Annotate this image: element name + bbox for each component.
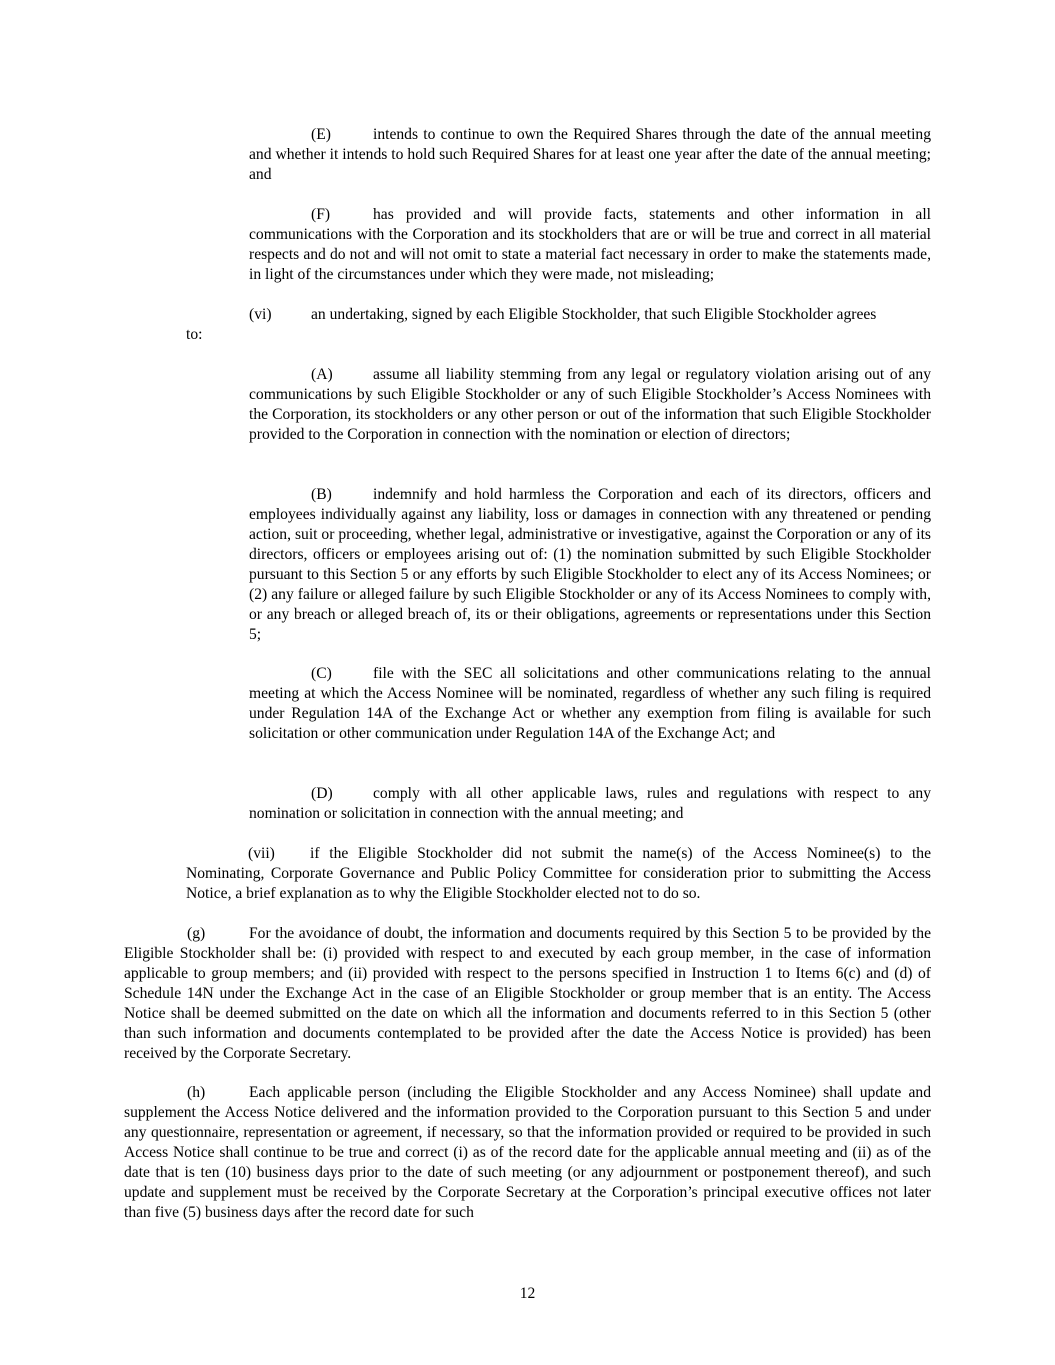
paragraph-marker: (E) (311, 126, 331, 143)
paragraph-marker: (C) (311, 665, 332, 682)
paragraph-vi-continuation: to: (186, 326, 203, 343)
paragraph-text: Each applicable person (including the Eligible Stockholder and any Access Nominee) shall update and supplement the Access Notice delivered and the information provided to the Corporation pursuant to this Section 5 and under any questionnaire, representation or agreement, if necessary, so that the information provided or required to be provided in such Access Notice shall continue to be true and correct (i) as of the record date for the applicable annual meeting and (ii) as of the date that is ten (10) business days prior to the date of such meeting (or any adjournment or postponement thereof), and such update and supplement must be received by the Corporate Secretary at the Corporation’s principal executive offices not later than five (5) business days after the record date for such (124, 1084, 931, 1221)
paragraph-text: indemnify and hold harmless the Corporation and each of its directors, officers and employees individually against any liability, loss or damages in connection with any threatened or pending action, suit or proceeding, whether legal, administrative or investigative, against the Corporation or any of its directors, officers or employees arising out of: (1) the nomination submitted by such Eligible Stockholder pursuant to this Section 5 or any efforts by such Eligible Stockholder to elect any of its Access Nominees; or (2) any failure or alleged failure by such Eligible Stockholder or any of its Access Nominees to comply with, or any breach or alleged breach of, its or their obligations, agreements or representations under this Section 5; (249, 486, 931, 643)
paragraph-marker: (D) (311, 785, 333, 802)
paragraph-F (249, 205, 931, 285)
paragraph-text: For the avoidance of doubt, the information and documents required by this Section 5 to be provided by the Eligible Stockholder shall be: (i) provided with respect to and executed by each group member, in the case of information applicable to group members; and (ii) provided with respect to the persons specified in Instruction 1 to Items 6(c) and (d) of Schedule 14N under the Exchange Act in the case of an Eligible Stockholder or group member that is an entity. The Access Notice shall be deemed submitted on the date on which all the information and documents referred to in this Section 5 (other than such information and documents contemplated to be provided after the date the Access Notice is provided) has been received by the Corporate Secretary. (124, 925, 931, 1062)
paragraph-text: file with the SEC all solicitations and other communications relating to the annual meeting at which the Access Nominee will be nominated, regardless of whether any such filing is required under Regulation 14A of the Exchange Act or whether any exemption from filing is available for such solicitation or other communication under Regulation 14A of the Exchange Act; and (249, 665, 931, 742)
paragraph-g (124, 924, 931, 1064)
paragraph-marker: (vi) (249, 306, 272, 323)
page-number: 12 (519, 1285, 536, 1302)
paragraph-marker: (F) (311, 206, 331, 223)
paragraph-marker: (A) (311, 366, 333, 383)
paragraph-text: assume all liability stemming from any legal or regulatory violation arising out of any communications by such Eligible Stockholder or any of such Eligible Stockholder’s Access Nominees with the Corporation, its stockholders or any other person or out of the information that such Eligible Stockholder provided to the Corporation in connection with the nomination or election of directors; (249, 366, 931, 443)
paragraph-vii (186, 844, 931, 904)
paragraph-vi (249, 305, 931, 325)
paragraph-E (249, 125, 931, 185)
paragraph-text: has provided and will provide facts, statements and other information in all communications with the Corporation and its stockholders that are or will be true and correct in all material respects and do not and will not omit to state a material fact necessary in order to make the statements made, in light of the circumstances under which they were made, not misleading; (249, 206, 931, 283)
paragraph-text: comply with all other applicable laws, rules and regulations with respect to any nomination or solicitation in connection with the annual meeting; and (249, 785, 931, 822)
paragraph-marker: (h) (187, 1084, 206, 1101)
paragraph-marker: (g) (187, 925, 206, 942)
paragraph-text: intends to continue to own the Required Shares through the date of the annual meeting and whether it intends to hold such Required Shares for at least one year after the date of the annual meeting; and (249, 126, 931, 183)
paragraph-C (249, 664, 931, 744)
paragraph-A (249, 365, 931, 445)
paragraph-text: an undertaking, signed by each Eligible Stockholder, that such Eligible Stockholder agrees (311, 306, 877, 323)
paragraph-text: if the Eligible Stockholder did not submit the name(s) of the Access Nominee(s) to the Nominating, Corporate Governance and Public Policy Committee for consideration prior to submitting the Access Notice, a brief explanation as to why the Eligible Stockholder elected not to do so. (186, 845, 931, 902)
paragraph-B (249, 485, 931, 645)
paragraph-D (249, 784, 931, 824)
paragraph-marker: (B) (311, 486, 332, 503)
paragraph-marker: (vii) (248, 845, 275, 862)
paragraph-h (124, 1083, 931, 1223)
